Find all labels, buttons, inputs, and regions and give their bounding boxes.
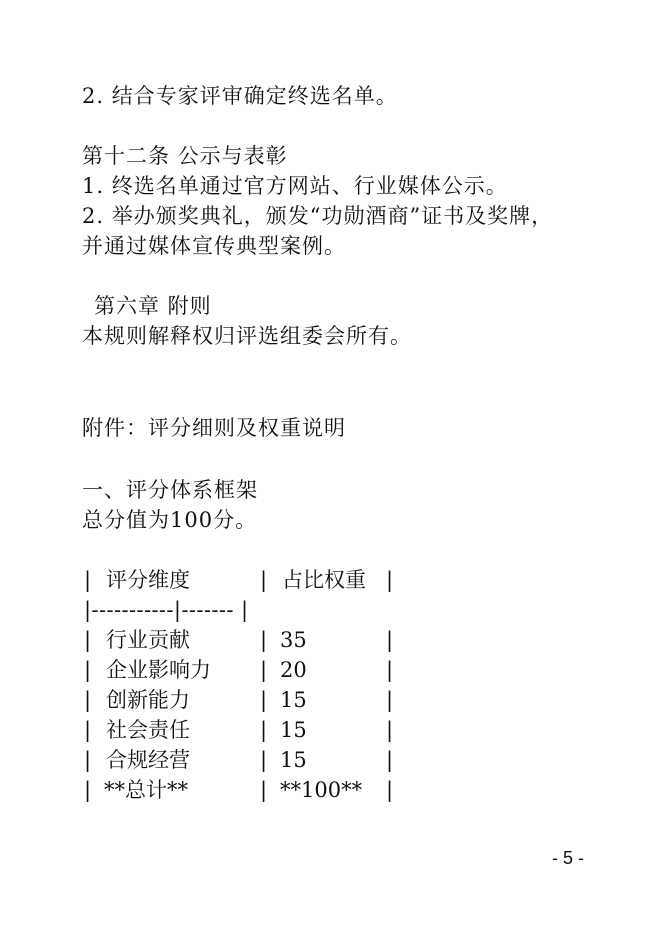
table-pipe: | <box>386 748 394 772</box>
table-pipe: | <box>386 658 394 682</box>
item-2-continuation: 并通过媒体宣传典型案例。 <box>82 234 346 258</box>
table-pipe: | <box>260 718 268 742</box>
table-separator: |-----------|------- | <box>84 598 249 622</box>
table-cell-weight: **100** <box>280 778 363 802</box>
table-cell-dimension: 企业影响力 <box>106 658 211 682</box>
table-pipe: | <box>386 778 394 802</box>
table-pipe: | <box>260 688 268 712</box>
table-pipe: | <box>84 748 92 772</box>
table-pipe: | <box>260 628 268 652</box>
chapter-6-title: 第六章 附则 <box>94 294 212 318</box>
table-cell-dimension: **总计** <box>104 778 188 802</box>
table-pipe: | <box>84 628 92 652</box>
table-header-weight: 占比权重 <box>282 568 366 592</box>
table-header-dimension: 评分维度 <box>106 568 190 592</box>
table-cell-dimension: 创新能力 <box>106 688 190 712</box>
table-cell-weight: 20 <box>280 658 307 682</box>
appendix-title: 附件：评分细则及权重说明 <box>82 416 346 440</box>
table-pipe: | <box>84 688 92 712</box>
table-pipe: | <box>84 568 92 592</box>
table-cell-weight: 15 <box>280 748 307 772</box>
table-pipe: | <box>386 568 394 592</box>
total-score-text: 总分值为100分。 <box>82 508 258 532</box>
item-2-award-ceremony: 2. 举办颁奖典礼，颁发“功勋酒商”证书及奖牌， <box>82 204 554 228</box>
item-2-final-list: 2. 结合专家评审确定终选名单。 <box>82 84 398 108</box>
table-cell-weight: 35 <box>280 628 307 652</box>
section-1-title: 一、评分体系框架 <box>82 478 258 502</box>
table-pipe: | <box>84 658 92 682</box>
page-number: - 5 - <box>551 848 584 868</box>
table-cell-dimension: 行业贡献 <box>106 628 190 652</box>
table-pipe: | <box>84 778 92 802</box>
table-pipe: | <box>260 748 268 772</box>
table-pipe: | <box>260 778 268 802</box>
interpretation-clause: 本规则解释权归评选组委会所有。 <box>82 324 412 348</box>
item-1-publicity: 1. 终选名单通过官方网站、行业媒体公示。 <box>82 174 508 198</box>
table-pipe: | <box>84 718 92 742</box>
table-cell-weight: 15 <box>280 688 307 712</box>
table-cell-weight: 15 <box>280 718 307 742</box>
table-pipe: | <box>386 688 394 712</box>
table-pipe: | <box>386 628 394 652</box>
table-pipe: | <box>260 568 268 592</box>
table-cell-dimension: 合规经营 <box>106 748 190 772</box>
table-pipe: | <box>386 718 394 742</box>
table-cell-dimension: 社会责任 <box>106 718 190 742</box>
article-12-title: 第十二条 公示与表彰 <box>82 144 288 168</box>
table-pipe: | <box>260 658 268 682</box>
